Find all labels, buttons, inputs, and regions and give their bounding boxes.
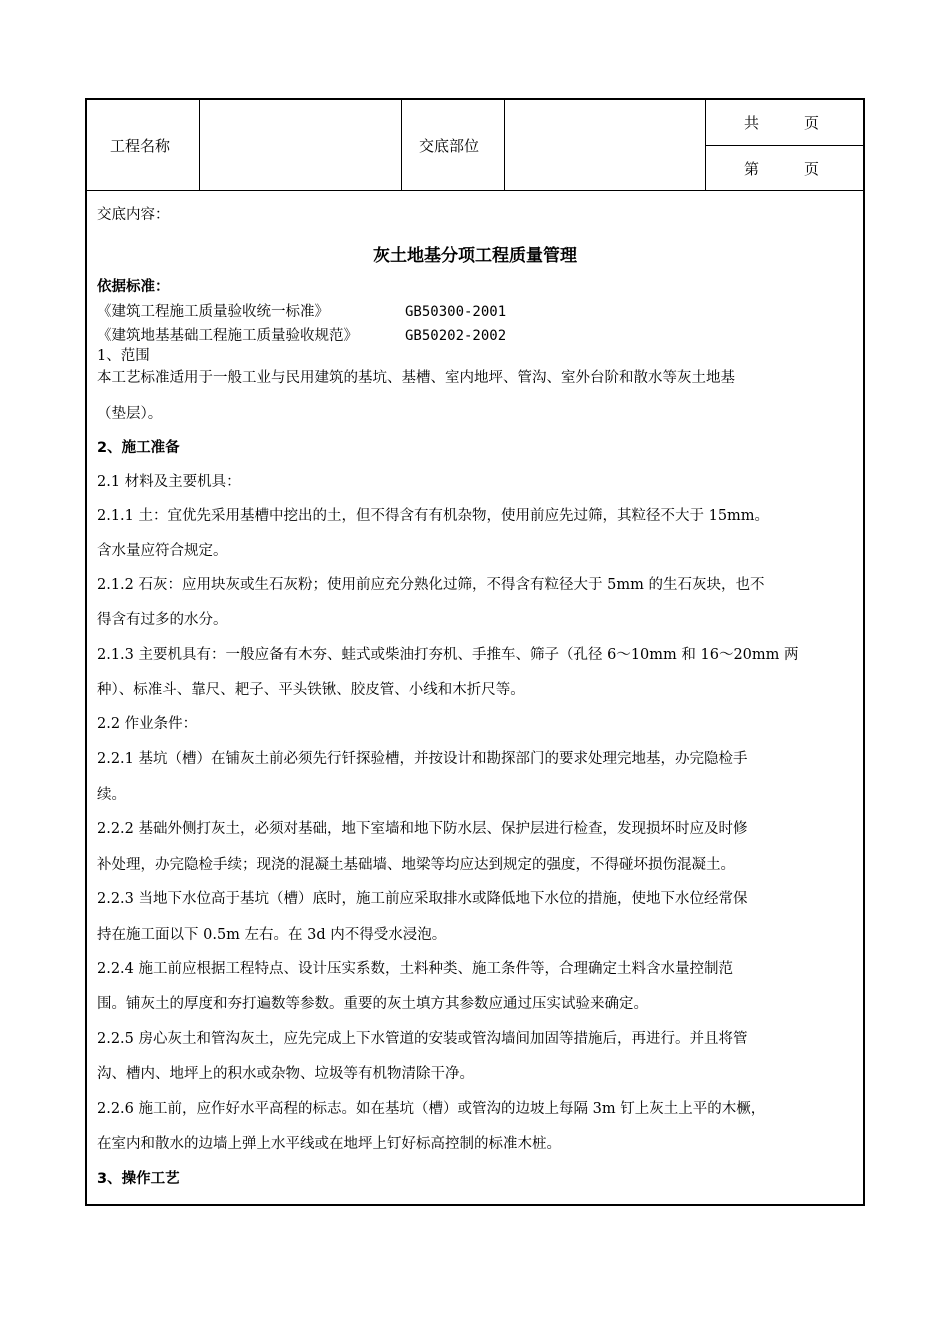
col-divider-3 [504, 99, 505, 190]
paragraph-line: 2.2.3 当地下水位高于基坑（槽）底时，施工前应采取排水或降低地下水位的措施，使地下水位经常保 [97, 891, 748, 907]
paragraph-line: 2.2.4 施工前应根据工程特点、设计压实系数，土料种类、施工条件等，合理确定土料含水量控制范 [97, 961, 733, 977]
content-label: 交底内容： [97, 207, 170, 223]
paragraph-line: 围。铺灰土的厚度和夯打遍数等参数。重要的灰土填方其参数应通过压实试验来确定。 [97, 996, 648, 1012]
standard-code: GB50202-2002 [405, 328, 507, 344]
paragraph-line: 种）、标准斗、靠尺、耙子、平头铁锹、胶皮管、小线和木折尺等。 [97, 682, 525, 698]
part-label: 交底部位 [419, 137, 480, 155]
paragraph-line: 补处理，办完隐检手续；现浇的混凝土基础墙、地梁等均应达到规定的强度，不得碰坏损伤混凝土。 [97, 857, 735, 873]
paragraph-line: 本工艺标准适用于一般工业与民用建筑的基坑、基槽、室内地坪、管沟、室外台阶和散水等灰土地基 [97, 370, 735, 386]
standard-code: GB50300-2001 [405, 304, 507, 320]
paragraph-line: 沟、槽内、地坪上的积水或杂物、垃圾等有机物清除干净。 [97, 1066, 474, 1082]
project-name-label: 工程名称 [110, 137, 171, 155]
col-divider-4 [705, 99, 706, 190]
paragraph-line: 含水量应符合规定。 [97, 543, 228, 559]
paragraph-line: 续。 [97, 787, 126, 803]
section-heading: 1、范围 [97, 348, 150, 364]
paragraph-line: 2.2.1 基坑（槽）在铺灰土前必须先行钎探验槽，并按设计和勘探部门的要求处理完地基，办完隐检手 [97, 751, 748, 767]
document-title: 灰土地基分项工程质量管理 [373, 246, 577, 266]
paragraph-line: 在室内和散水的边墙上弹上水平线或在地坪上钉好标高控制的标准木桩。 [97, 1136, 561, 1152]
total-pages: 共 页 [744, 114, 820, 132]
paragraph-line: （垫层）。 [97, 406, 163, 422]
paragraph-line: 2.2.5 房心灰土和管沟灰土，应先完成上下水管道的安装或管沟墙间加固等措施后，再进行。并且将管 [97, 1031, 748, 1047]
standards-heading: 依据标准： [97, 279, 170, 295]
header-divider [86, 190, 864, 191]
col-divider-1 [199, 99, 200, 190]
paragraph-line: 2.1 材料及主要机具： [97, 474, 241, 490]
paragraph-line: 2.1.3 主要机具有：一般应备有木夯、蛙式或柴油打夯机、手推车、筛子（孔径 6～10mm 和 16～20mm 两 [97, 647, 799, 663]
paragraph-line: 2.1.2 石灰：应用块灰或生石灰粉；使用前应充分熟化过筛，不得含有粒径大于 5mm 的生石灰块，也不 [97, 577, 765, 593]
col-divider-2 [401, 99, 402, 190]
paragraph-line: 2.2.2 基础外侧打灰土，必须对基础，地下室墙和地下防水层、保护层进行检查，发现损坏时应及时修 [97, 821, 748, 837]
standard-name: 《建筑工程施工质量验收统一标准》 [97, 304, 329, 320]
paragraph-line: 2.2 作业条件： [97, 716, 198, 732]
paragraph-line: 2.1.1 土：宜优先采用基槽中挖出的土，但不得含有有机杂物，使用前应先过筛，其粒径不大于 15mm。 [97, 508, 770, 524]
paragraph-line: 2.2.6 施工前，应作好水平高程的标志。如在基坑（槽）或管沟的边坡上每隔 3m 钉上灰土上平的木橛， [97, 1101, 766, 1117]
standard-name: 《建筑地基基础工程施工质量验收规范》 [97, 328, 358, 344]
page-number: 第 页 [744, 160, 820, 178]
paragraph-line: 得含有过多的水分。 [97, 612, 228, 628]
paragraph-line: 持在施工面以下 0.5m 左右。在 3d 内不得受水浸泡。 [97, 927, 447, 943]
page-cell-divider [705, 145, 864, 146]
section-heading: 3、操作工艺 [97, 1171, 180, 1187]
section-heading: 2、施工准备 [97, 440, 180, 456]
